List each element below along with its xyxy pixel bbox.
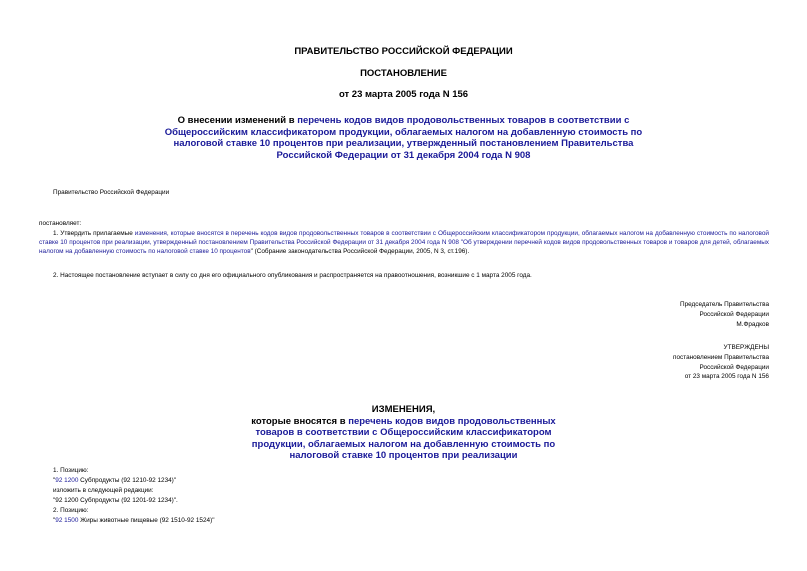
item-1-paragraph — [39, 229, 769, 257]
item-1-start: 1. Утвердить прилагаемые — [53, 230, 135, 237]
changes-list-link[interactable]: перечень кодов видов продовольственных товаров в соответствии с Общероссийским классификатором продукции, облагаемых налогом на добавленную стоимость по налоговой ставке 10 процентов при реализации — [251, 415, 556, 461]
government-heading: ПРАВИТЕЛЬСТВО РОССИЙСКОЙ ФЕДЕРАЦИИ — [294, 46, 513, 57]
position-2-rest: Жиры животные пищевые (92 1510-92 1524)" — [78, 517, 215, 524]
changes-heading: ИЗМЕНЕНИЯ, — [371, 404, 436, 415]
item-1-end: " (Собрание законодательства Российской Федерации, 2005, N 3, ст.196). — [250, 248, 470, 256]
resolves-text: постановляет: — [39, 220, 82, 227]
position-1-quote: " — [53, 477, 56, 484]
position-2-old — [53, 516, 214, 526]
document-date-number: от 23 марта 2005 года N 156 — [338, 89, 469, 100]
position-1-rest: Субпродукты (92 1210-92 1234)" — [78, 477, 177, 484]
changes-heading-block — [250, 404, 557, 462]
approval-country: Российской Федерации — [699, 363, 769, 371]
signature-block — [549, 300, 769, 329]
position-2-label: 2. Позицию: — [53, 507, 89, 514]
positions-block — [53, 466, 214, 526]
position-1-label: 1. Позицию: — [53, 467, 89, 474]
changes-link[interactable]: изменения, которые вносятся в перечень кодов видов продовольственных товаров в соответствии с Общероссийским классификатором продукции, облагаемых налогом на добавленную стоимость по налоговой ставке 10 процентов при реализации, утвержденный постановлением Правительства Российской Федерации от 31 декабря 2004 года N 908 "Об утверждении перечней кодов видов продовольственных товаров и товаров для детей, облагаемых налогом на добавленную стоимость по налоговой ставке 10 процентов — [39, 230, 769, 256]
signature-country: Российской Федерации — [699, 310, 769, 318]
position-1-old — [53, 476, 214, 486]
position-1-new: "92 1200 Субпродукты (92 1201-92 1234)". — [53, 497, 178, 504]
approval-by: постановлением Правительства — [673, 353, 769, 361]
position-2-code-link[interactable]: 92 1500 — [55, 517, 79, 524]
issuer-text: Правительство Российской Федерации — [53, 189, 170, 196]
approval-title: УТВЕРЖДЕНЫ — [723, 344, 769, 351]
position-2-quote: " — [53, 517, 56, 524]
document-type-heading: ПОСТАНОВЛЕНИЕ — [360, 68, 447, 79]
document-title — [150, 115, 657, 161]
title-list-link[interactable]: перечень кодов видов продовольственных товаров в соответствии с Общероссийским классификатором продукции, облагаемых налогом на добавленную стоимость по налоговой ставке 10 процентов при реализации, утвержденный постановлением Правительства Российской Федерации от 31 декабря 2004 года N 908 — [164, 115, 643, 161]
item-2-paragraph: 2. Настоящее постановление вступает в силу со дня его официального опубликования и распространяется на правоотношения, возникшие с 1 марта 2005 года. — [53, 272, 532, 279]
position-1-replace: изложить в следующей редакции: — [53, 487, 154, 494]
changes-prefix: которые вносятся в — [251, 415, 349, 427]
signature-title: Председатель Правительства — [680, 301, 769, 308]
approval-block — [549, 343, 769, 382]
title-prefix: О внесении изменений в — [177, 115, 298, 126]
position-1-code-link[interactable]: 92 1200 — [55, 477, 79, 484]
signature-name: М.Фрадков — [736, 320, 769, 328]
approval-date: от 23 марта 2005 года N 156 — [684, 373, 769, 381]
